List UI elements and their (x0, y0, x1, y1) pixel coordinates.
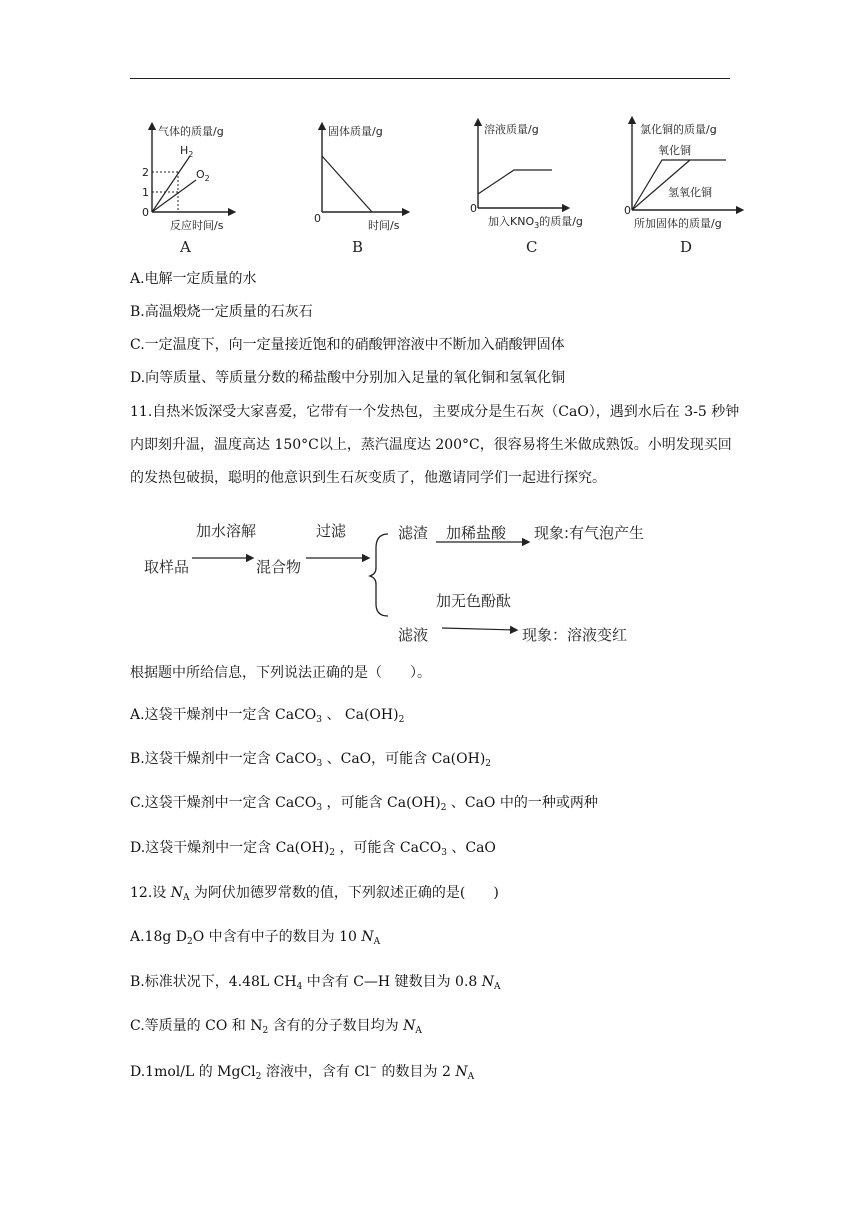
q11-question: 根据题中所给信息，下列说法正确的是（ ）。 (130, 665, 431, 681)
graph-b-line (322, 156, 372, 212)
graph-d-series-cuoh2: 氢氧化铜 (668, 186, 712, 199)
flow-filtrate: 滤液 (398, 626, 429, 644)
flow-sample: 取样品 (144, 558, 190, 576)
q12-stem: 12.设 $N_A$ 为阿伏加德罗常数的值，下列叙述正确的是( ) (130, 885, 499, 903)
q11-option-a: A.这袋干燥剂中一定含 CaCO$_3$ 、 $Ca(OH)_2$ (130, 707, 405, 725)
graph-a-ylabel: 气体的质量/g (158, 125, 224, 138)
q10-option-d: D.向等质量、等质量分数的稀盐酸中分别加入足量的氧化铜和氢氧化铜 (130, 370, 566, 386)
graph-d-origin: 0 (624, 204, 631, 217)
graph-c-origin: 0 (470, 202, 477, 215)
graph-c-xlabel: 加入$KNO_3$的质量/g (488, 215, 583, 230)
graph-d-ylabel: 氯化铜的质量/g (640, 123, 717, 136)
q12-option-d: D.1mol/L 的 MgCl$_2$ 溶液中，含有 Cl− 的数目为 2 $N_A$ (130, 1063, 475, 1082)
graph-d-letter: D (680, 238, 693, 256)
q12-option-a: A.18g $D_2O$ 中含有中子的数目为 10 $N_A$ (130, 929, 381, 947)
graph-d-line-cuoh2 (632, 160, 690, 210)
q11-option-c: C.这袋干燥剂中一定含 CaCO$_3$ ，可能含 $Ca(OH)_2$ 、CaO 中的一种或两种 (130, 795, 598, 813)
graph-a-line-h2 (152, 156, 190, 212)
flow-step-phenolphthalein: 加无色酚酞 (436, 592, 512, 610)
q10-option-c: C.一定温度下，向一定量接近饱和的硝酸钾溶液中不断加入硝酸钾固体 (130, 337, 565, 353)
q11-flow-diagram (130, 516, 650, 646)
graph-a-origin: 0 (142, 206, 149, 219)
graph-a-ytick-2: 2 (142, 166, 149, 179)
graph-a-ytick-1: 1 (142, 186, 149, 199)
q11-option-d: D.这袋干燥剂中一定含 $Ca(OH)_2$ ，可能含 CaCO$_3$ 、CaO (130, 840, 496, 858)
graphs-row (130, 108, 754, 258)
graph-d-line-cuo (632, 160, 726, 210)
q12-option-c: C.等质量的 CO 和 $N_2$ 含有的分子数目均为 $N_A$ (130, 1018, 422, 1036)
flow-brace (370, 534, 388, 616)
flow-step-acid: 加稀盐酸 (446, 524, 507, 542)
q11-stem: 11.自热米饭深受大家喜爱，它带有一个发热包，主要成分是生石灰（CaO），遇到水后在 3-5 秒钟内即刻升温，温度高达 150°C以上，蒸汽温度达 200°C，很容易将生米做成熟饭。小明发现买回的发热包破损，聪明的他意识到生石灰变质了，他邀请同学们一起进行探究。 (130, 404, 740, 486)
graph-c-line (478, 170, 552, 194)
graph-a-line-o2 (152, 180, 196, 212)
graph-b-xlabel: 时间/s (368, 219, 400, 232)
q11-option-b: B.这袋干燥剂中一定含 CaCO$_3$ 、CaO，可能含 $Ca(OH)_2$ (130, 751, 492, 769)
graph-d-series-cuo: 氧化铜 (658, 144, 691, 157)
graph-b-origin: 0 (314, 212, 321, 225)
graph-b-letter: B (352, 238, 364, 256)
graph-a (130, 108, 270, 258)
flow-filtrate-result: 现象：溶液变红 (522, 626, 628, 644)
q12-option-b: B.标准状况下，4.48L $CH_4$ 中含有 C—H 键数目为 0.8 $N_A$ (130, 974, 501, 992)
header-rule (130, 78, 730, 79)
graph-c-ylabel: 溶液质量/g (484, 123, 539, 136)
graph-a-letter: A (180, 238, 191, 256)
graph-c (460, 108, 600, 258)
graph-c-letter: C (526, 238, 538, 256)
graph-d (614, 108, 754, 258)
graph-a-series-o2: $O_2$ (196, 168, 210, 183)
flow-step-filter: 过滤 (316, 522, 347, 540)
flow-step-dissolve: 加水溶解 (196, 522, 257, 540)
graph-a-xlabel: 反应时间/s (170, 219, 224, 232)
graph-b (310, 108, 450, 258)
flow-residue: 滤渣 (398, 524, 429, 542)
graph-d-xlabel: 所加固体的质量/g (634, 217, 722, 230)
q10-option-b: B.高温煅烧一定质量的石灰石 (130, 304, 313, 320)
graph-b-ylabel: 固体质量/g (328, 125, 383, 138)
graph-a-series-h2: $H_2$ (180, 144, 194, 159)
flow-mixture: 混合物 (256, 558, 302, 576)
q10-option-a: A.电解一定质量的水 (130, 271, 257, 287)
flow-residue-result: 现象:有气泡产生 (534, 524, 645, 542)
